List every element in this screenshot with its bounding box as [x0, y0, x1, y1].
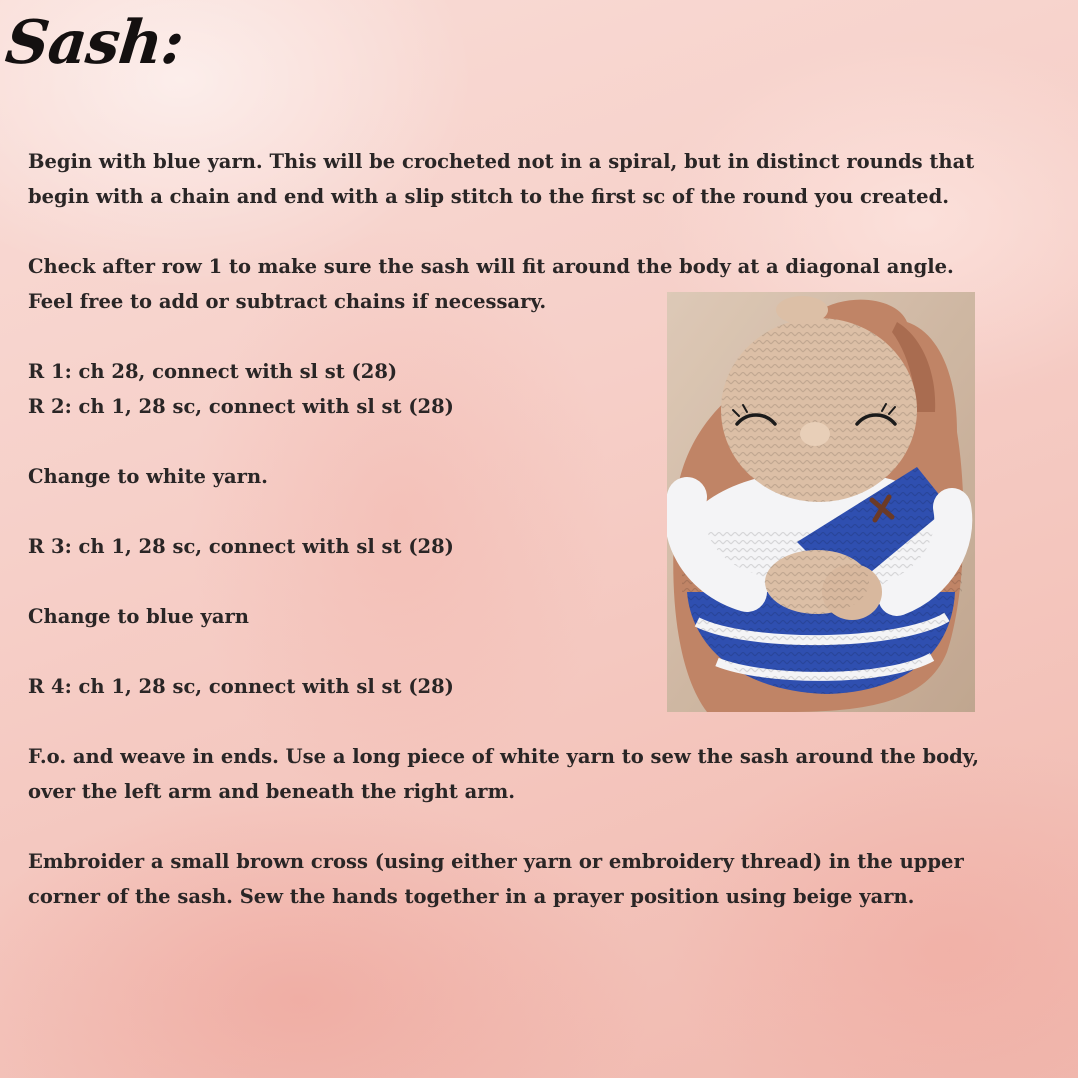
text-line: R 4: ch 1, 28 sc, connect with sl st (28): [28, 675, 454, 698]
text-line: Change to white yarn.: [28, 465, 268, 488]
text-line: Begin with blue yarn. This will be crocheted not in a spiral, but in distinct rounds that: [28, 150, 975, 173]
paragraph-intro: [28, 144, 974, 214]
text-line: Check after row 1 to make sure the sash will fit around the body at a diagonal angle.: [28, 255, 954, 278]
text-line: R 1: ch 28, connect with sl st (28): [28, 360, 398, 383]
text-line: begin with a chain and end with a slip stitch to the first sc of the round you created.: [28, 185, 949, 208]
paragraph-round-3: [28, 529, 454, 564]
text-line: F.o. and weave in ends. Use a long piece of white yarn to sew the sash around the body,: [28, 745, 980, 768]
paragraph-change-blue: [28, 599, 249, 634]
text-line: R 3: ch 1, 28 sc, connect with sl st (28): [28, 535, 454, 558]
paragraph-round-4: [28, 669, 454, 704]
paragraph-change-white: [28, 459, 268, 494]
paragraph-finish: [28, 739, 979, 809]
text-line: R 2: ch 1, 28 sc, connect with sl st (28): [28, 395, 454, 418]
page-title: Sash:: [2, 8, 187, 78]
text-line: Embroider a small brown cross (using either yarn or embroidery thread) in the upper: [28, 850, 964, 873]
text-line: corner of the sash. Sew the hands together in a prayer position using beige yarn.: [28, 885, 915, 908]
paragraph-embroider: [28, 844, 964, 914]
paragraph-rounds-1-2: [28, 354, 454, 424]
text-line: over the left arm and beneath the right arm.: [28, 780, 515, 803]
amigurumi-photo: [667, 292, 975, 712]
text-line: Change to blue yarn: [28, 605, 249, 628]
text-line: Feel free to add or subtract chains if necessary.: [28, 290, 547, 313]
